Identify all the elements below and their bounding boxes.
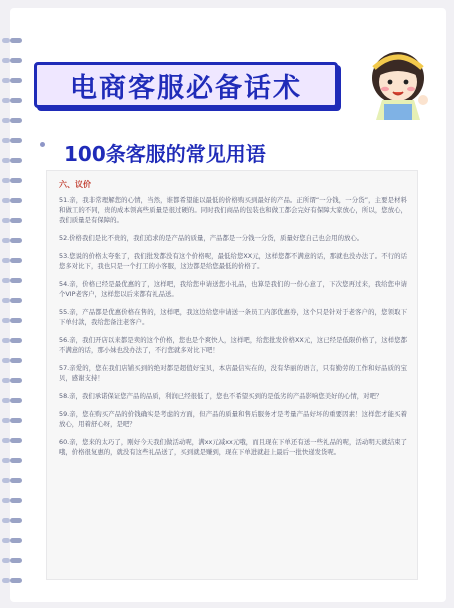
binder-ring [10,498,22,503]
binder-ring [10,378,22,383]
page-title: 电商客服必备话术 [70,72,302,104]
script-item: 60.亲，您来的太巧了，刚好今天我们做活动呢，满xx元减xx元哦，而且现在下单还有送一些礼品的呢，活动明天就结束了哦，价格很复惠的，就没有这些礼品送了，买到就是赚到，现在下单进就赶上最后一批快递发货呢。 [59,438,407,456]
binder-ring [10,198,22,203]
script-item: 55.亲，产品都是优惠价格在售的，这样吧，我这边给您申请送一条员工内部优惠券，这个只是针对于老客户的，您领取下下单付款，我给您备注老客户。 [59,308,407,326]
binder-ring [10,518,22,523]
script-item: 56.亲，我们开店以来都是卖的这个价格，您也是个爽快人，这样吧，给您批发价格XX元，这已经是低限价格了，这样您都不满意的话，那小妹也没办法了，不行您就多对比下吧！ [59,336,407,354]
binder-ring [10,458,22,463]
script-item: 53.您说的价格太夸张了，我们批发都没有这个价格呢，最低给您XX元，这样您都不满意的话，那就也没办法了。不行的话您多对比下，我也只是一个打工的小客服，这边都是给您最低的价格了。 [59,252,407,270]
binder-ring [10,358,22,363]
binder-ring [10,38,22,43]
binder-ring [10,558,22,563]
binder-ring [10,538,22,543]
binder-ring [10,318,22,323]
cartoon-girl-icon [358,48,438,120]
binder-ring [10,278,22,283]
binder-ring [10,138,22,143]
script-item: 54.亲，价格已经是最优惠的了，这样吧，我给您申请送您小礼品，也算是我们的一份心意了，下次您再过来，我给您申请个VIP老客户，这样您以后来都有礼品送。 [59,280,407,298]
binder-ring [10,338,22,343]
binder-ring [10,118,22,123]
binder-ring [10,578,22,583]
title-banner [34,62,338,108]
binder-ring [10,398,22,403]
script-item: 59.亲，您在购买产品的价钱确实是考虑的方面，但产品的质量和售后服务才是考量产品好坏的重要因素！这样您才能买着放心，用着舒心呀，是吧？ [59,410,407,428]
bullet-dot [40,142,45,147]
binder-ring [10,58,22,63]
binder-ring [10,238,22,243]
binder-ring [10,438,22,443]
script-item: 57.亲爱的，您在我们店铺买到的绝对都是超值好宝贝，本店最信实在的，没有华丽的语言，只有勤劳的工作和好品质的宝贝，感谢支持！ [59,364,407,382]
binder-ring [10,78,22,83]
script-item: 52.价格我们是比不贵的，我们追求的是产品的质量，产品都是一分钱一分货，质量好您自己也会用的放心。 [59,234,364,242]
script-item: 58.亲，我们承诺保证您产品的品质，利润已经很低了，您也不希望买到的是低劣的产品影响您美好的心情，对吧？ [59,392,383,400]
binder-ring [10,218,22,223]
binder-ring [10,478,22,483]
subtitle: 100条客服的常见用语 [64,142,266,166]
section-title: 六、议价 [59,180,91,189]
script-item: 51.亲，我非常理解您的心情，当然，谁都希望能以最低的价格购买到最好的产品。正所谓“一分钱，一分货”，主要是材料和做工的不同，贵的成本领高些质量是很过硬的。同时我们商品的包装也和做工都会完好有保障大家放心，所以，您放心，我们质量是有保障的。 [59,196,407,224]
script-document [46,170,418,580]
binder-ring [10,258,22,263]
binder-ring [10,298,22,303]
binder-ring [10,158,22,163]
binder-ring [10,418,22,423]
binder-ring [10,98,22,103]
binder-ring [10,178,22,183]
